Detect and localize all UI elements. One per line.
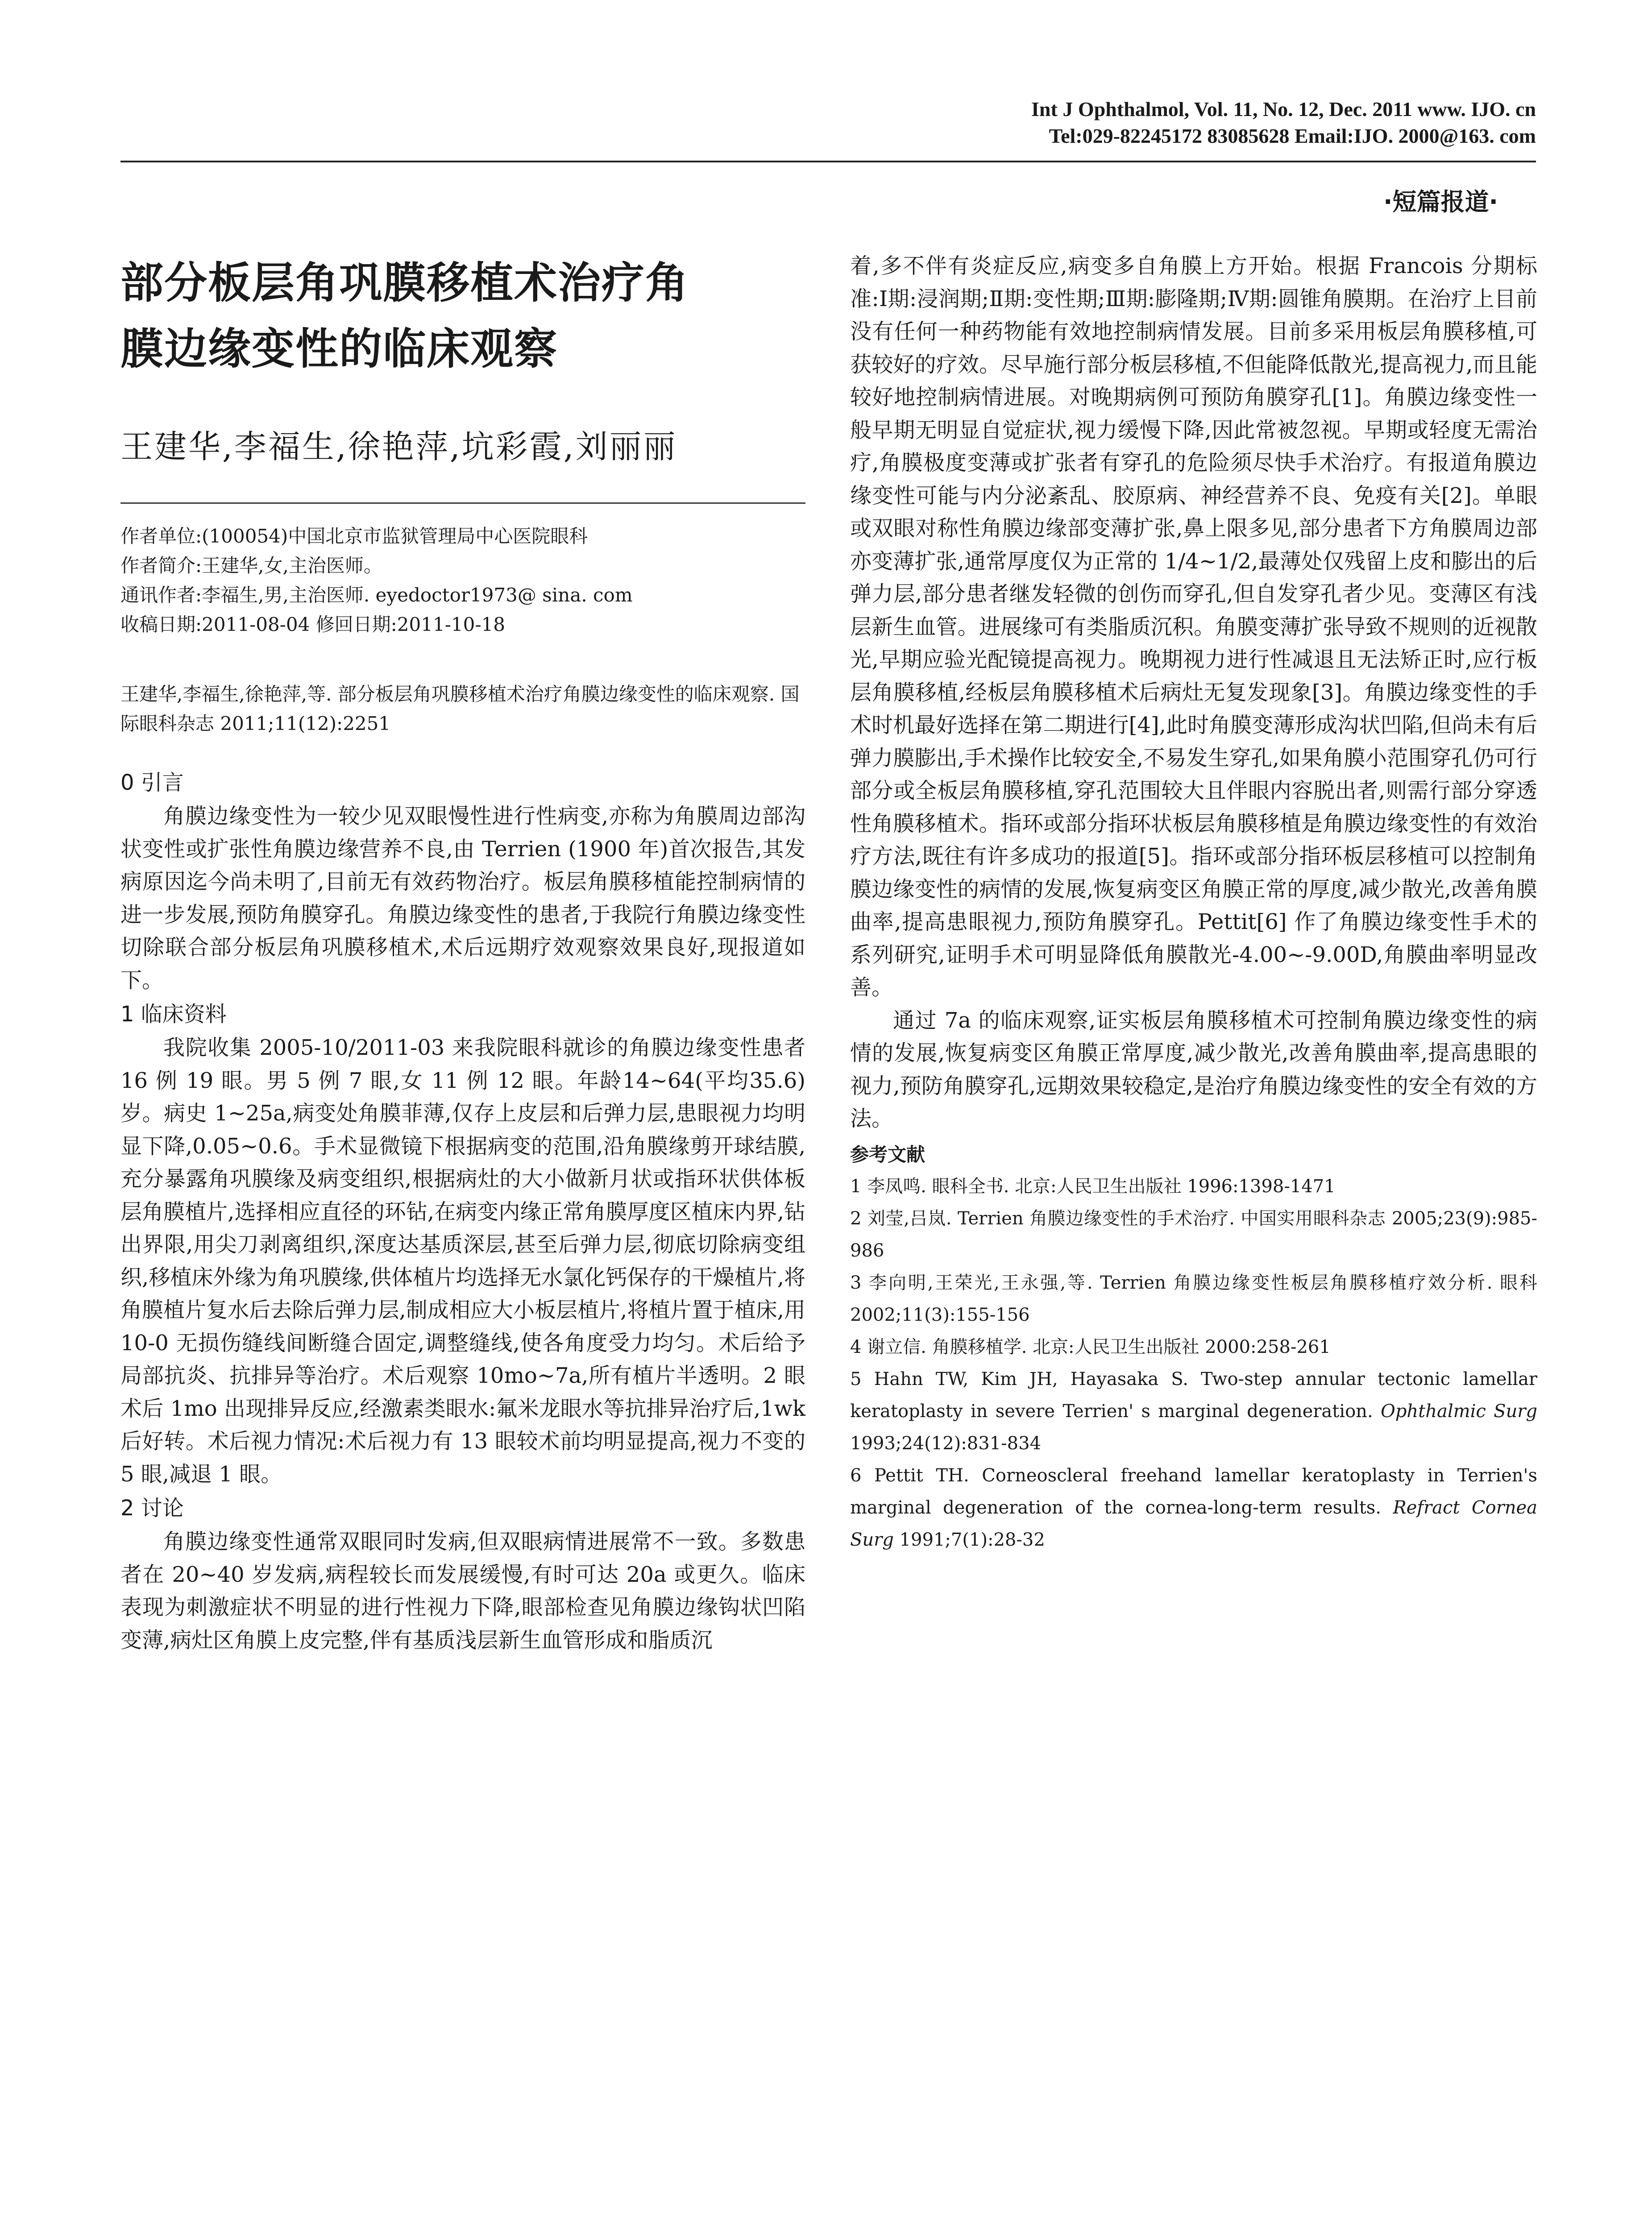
reference-list — [850, 1170, 1537, 1556]
reference-item — [850, 1460, 1537, 1556]
reference-item: 4 谢立信. 角膜移植学. 北京:人民卫生出版社 2000:258-261 — [850, 1336, 1331, 1357]
reference-text: 5 Hahn TW, Kim JH, Hayasaka S. Two-step annular tectonic lamellar keratoplasty in severe Terrien' s marginal degeneration. — [850, 1368, 1537, 1422]
left-column — [120, 250, 805, 1657]
section-tag: ·短篇报道· — [1383, 188, 1498, 216]
section-heading-intro: 0 引言 — [120, 770, 184, 795]
reference-tail: 1991;7(1):28-32 — [893, 1529, 1045, 1550]
intro-paragraph: 角膜边缘变性为一较少见双眼慢性进行性病变,亦称为角膜周边部沟状变性或扩张性角膜边缘营养不良,由 Terrien (1900 年)首次报告,其发病原因迄今尚未明了,目前无有效药物治疗。板层角膜移植能控制病情的进一步发展,预防角膜穿孔。角膜边缘变性的患者,于我院行角膜边缘变性切除联合部分板层角巩膜移植术,术后远期疗效观察效果良好,现报道如下。 — [120, 804, 805, 993]
reference-item — [850, 1363, 1537, 1460]
references-heading: 参考文献 — [850, 1143, 926, 1165]
reference-item: 1 李凤鸣. 眼科全书. 北京:人民卫生出版社 1996:1398-1471 — [850, 1176, 1336, 1197]
conclusion-paragraph: 通过 7a 的临床观察,证实板层角膜移植术可控制角膜边缘变性的病情的发展,恢复病变区角膜正常厚度,减少散光,改善角膜曲率,提高患眼的视力,预防角膜穿孔,远期效果较稳定,是治疗角膜边缘变性的安全有效的方法。 — [850, 1008, 1537, 1131]
article-title — [120, 250, 805, 382]
reference-item: 2 刘莹,吕岚. Terrien 角膜边缘变性的手术治疗. 中国实用眼科杂志 2005;23(9):985-986 — [850, 1208, 1537, 1261]
journal-header-line1: Int J Ophthalmol, Vol. 11, No. 12, Dec. 2011 www. IJO. cn — [1031, 98, 1536, 120]
journal-header — [120, 96, 1536, 149]
citation: 王建华,李福生,徐艳萍,等. 部分板层角巩膜移植术治疗角膜边缘变性的临床观察. 国际眼科杂志 2011;11(12):2251 — [120, 683, 800, 734]
received-revised-dates: 收稿日期:2011-08-04 修回日期:2011-10-18 — [120, 614, 505, 635]
reference-tail: 1993;24(12):831-834 — [850, 1433, 1041, 1454]
right-column — [850, 250, 1537, 1556]
reference-journal: Ophthalmic Surg — [1381, 1401, 1537, 1422]
discussion-paragraph: 角膜边缘变性通常双眼同时发病,但双眼病情进展常不一致。多数患者在 20~40 岁发病,病程较长而发展缓慢,有时可达 20a 或更久。临床表现为刺激症状不明显的进行性视力下降,眼部检查见角膜边缘钩状凹陷变薄,病灶区角膜上皮完整,伴有基质浅层新生血管形成和脂质沉 — [120, 1529, 805, 1653]
correspondence: 通讯作者:李福生,男,主治医师. eyedoctor1973@ sina. com — [120, 584, 633, 606]
discussion-paragraph-continued: 着,多不伴有炎症反应,病变多自角膜上方开始。根据 Francois 分期标准:Ⅰ期:浸润期;Ⅱ期:变性期;Ⅲ期:膨隆期;Ⅳ期:圆锥角膜期。在治疗上目前没有任何一种药物能有效地控制病情发展。目前多采用板层角膜移植,可获较好的疗效。尽早施行部分板层移植,不但能降低散光,提高视力,而且能较好地控制病情进展。对晚期病例可预防角膜穿孔[1]。角膜边缘变性一般早期无明显自觉症状,视力缓慢下降,因此常被忽视。早期或轻度无需治疗,角膜极度变薄或扩张者有穿孔的危险须尽快手术治疗。有报道角膜边缘变性可能与内分泌紊乱、胶原病、神经营养不良、免疫有关[2]。单眼或双眼对称性角膜边缘部变薄扩张,鼻上限多见,部分患者下方角膜周边部亦变薄扩张,通常厚度仅为正常的 1/4~1/2,最薄处仅残留上皮和膨出的后弹力层,部分患者继发轻微的创伤而穿孔,但自发穿孔者少见。变薄区有浅层新生血管。进展缘可有类脂质沉积。角膜变薄扩张导致不规则的近视散光,早期应验光配镜提高视力。晚期视力进行性减退且无法矫正时,应行板层角膜移植,经板层角膜移植术后病灶无复发现象[3]。角膜边缘变性的手术时机最好选择在第二期进行[4],此时角膜变薄形成沟状凹陷,但尚未有后弹力膜膨出,手术操作比较安全,不易发生穿孔,如果角膜小范围穿孔仍可行部分或全板层角膜移植,穿孔范围较大且伴眼内容脱出者,则需行部分穿透性角膜移植术。指环或部分指环状板层角膜移植是角膜边缘变性的有效治疗方法,既往有许多成功的报道[5]。指环或部分指环板层移植可以控制角膜边缘变性的病情的发展,恢复病变区角膜正常的厚度,减少散光,改善角膜曲率,提高患眼视力,预防角膜穿孔。Pettit[6] 作了角膜边缘变性手术的系列研究,证明手术可明显降低角膜散光-4.00~-9.00D,角膜曲率明显改善。 — [850, 253, 1537, 1000]
article-meta — [120, 522, 805, 639]
article-title-line2: 膜边缘变性的临床观察 — [120, 324, 558, 374]
author-divider — [120, 502, 805, 504]
author-list: 王建华,李福生,徐艳萍,坑彩霞,刘丽丽 — [120, 428, 677, 465]
reference-item: 3 李向明,王荣光,王永强,等. Terrien 角膜边缘变性板层角膜移植疗效分析. 眼科 2002;11(3):155-156 — [850, 1272, 1537, 1325]
section-heading-discussion: 2 讨论 — [120, 1496, 184, 1521]
clinical-paragraph: 我院收集 2005-10/2011-03 来我院眼科就诊的角膜边缘变性患者 16 例 19 眼。男 5 例 7 眼,女 11 例 12 眼。年龄14~64(平均35.6)岁。病史 1~25a,病变处角膜菲薄,仅存上皮层和后弹力层,患眼视力均明显下降,0.05~0.6。手术显微镜下根据病变的范围,沿角膜缘剪开球结膜,充分暴露角巩膜缘及病变组织,根据病灶的大小做新月状或指环状供体板层角膜植片,选择相应直径的环钻,在病变内缘正常角膜厚度区植床内界,钻出界限,用尖刀剥离组织,深度达基质深层,甚至后弹力层,彻底切除病变组织,移植床外缘为角巩膜缘,供体植片均选择无水氯化钙保存的干燥植片,将角膜植片复水后去除后弹力层,制成相应大小板层植片,将植片置于植床,用 10-0 无损伤缝线间断缝合固定,调整缝线,使各角度受力均匀。术后给予局部抗炎、抗排异等治疗。术后观察 10mo~7a,所有植片半透明。2 眼术后 1mo 出现排异反应,经激素类眼水:氟米龙眼水等抗排异治疗后,1wk 后好转。术后视力情况:术后视力有 13 眼较术前均明显提高,视力不变的 5 眼,减退 1 眼。 — [120, 1035, 805, 1487]
author-bio: 作者简介:王建华,女,主治医师。 — [120, 555, 382, 576]
journal-header-line2: Tel:029-82245172 83085628 Email:IJO. 2000@163. com — [1049, 124, 1536, 147]
article-title-line1: 部分板层角巩膜移植术治疗角 — [120, 258, 689, 308]
section-heading-clinical: 1 临床资料 — [120, 1002, 227, 1027]
reference-text: 6 Pettit TH. Corneoscleral freehand lamellar keratoplasty in Terrien's marginal degeneration of the cornea-long-term results. — [850, 1465, 1537, 1518]
header-divider — [120, 161, 1536, 162]
affiliation: 作者单位:(100054)中国北京市监狱管理局中心医院眼科 — [120, 525, 588, 547]
reference-journal: Refract Cornea Surg — [850, 1497, 1538, 1550]
